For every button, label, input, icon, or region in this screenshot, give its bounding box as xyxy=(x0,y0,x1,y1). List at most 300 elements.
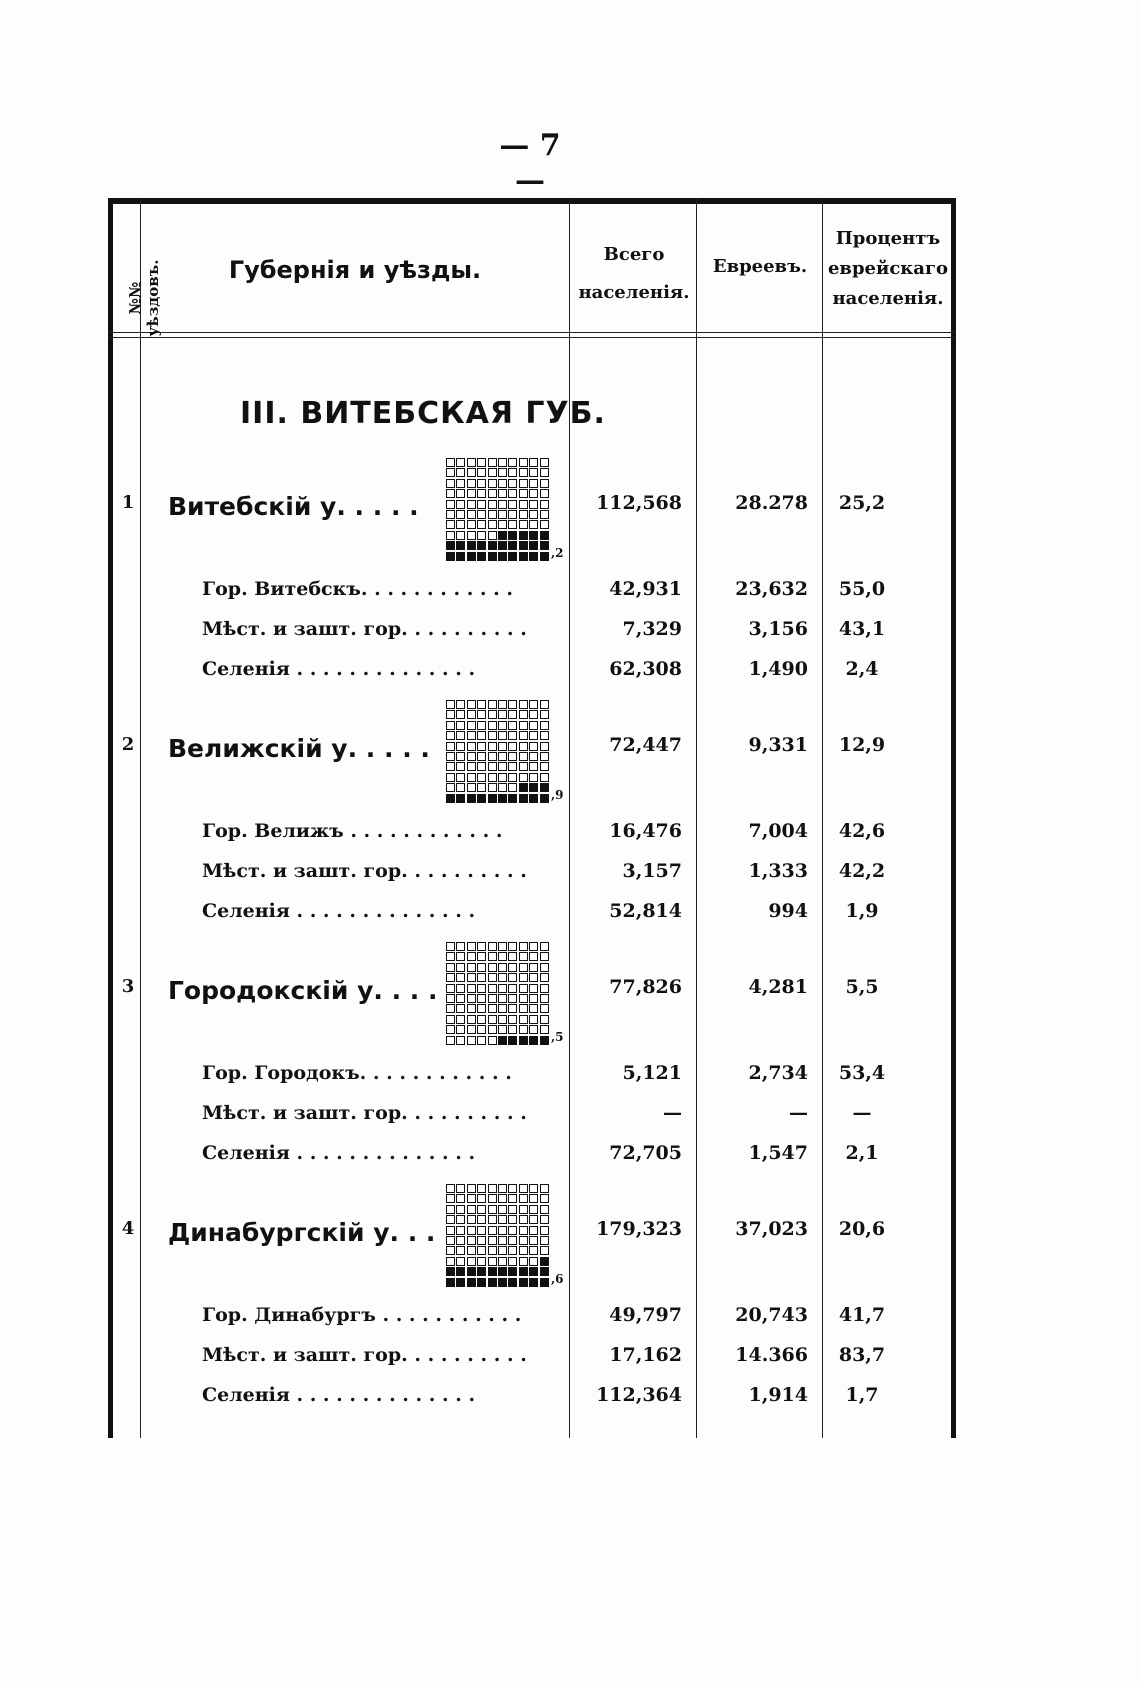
district-percent: 5,5 xyxy=(845,976,879,998)
sub-row-percent: 1,9 xyxy=(845,900,879,922)
grid-square xyxy=(498,531,507,540)
grid-square xyxy=(529,531,538,540)
grid-square xyxy=(446,710,455,719)
district-percent: 25,2 xyxy=(838,492,886,514)
grid-square xyxy=(467,500,476,509)
grid-square xyxy=(456,1184,465,1193)
grid-square xyxy=(467,994,476,1003)
percent-grid xyxy=(446,942,550,1046)
grid-square xyxy=(540,1236,549,1245)
sub-row-percent: 83,7 xyxy=(838,1344,886,1366)
grid-square xyxy=(508,1257,517,1266)
grid-square xyxy=(477,1004,486,1013)
grid-square xyxy=(488,1205,497,1214)
grid-square xyxy=(519,710,528,719)
grid-square xyxy=(519,700,528,709)
grid-square xyxy=(456,1257,465,1266)
sub-row xyxy=(0,1304,1140,1344)
grid-square xyxy=(508,1267,517,1276)
sub-row-percent: 1,7 xyxy=(845,1384,879,1406)
grid-square xyxy=(540,500,549,509)
grid-square xyxy=(529,1267,538,1276)
grid-square xyxy=(508,752,517,761)
grid-square xyxy=(456,700,465,709)
grid-square xyxy=(446,783,455,792)
district-percent: 12,9 xyxy=(838,734,886,756)
sub-row-percent: 41,7 xyxy=(838,1304,886,1326)
grid-square xyxy=(467,1215,476,1224)
grid-square xyxy=(467,1205,476,1214)
grid-square xyxy=(456,731,465,740)
grid-square xyxy=(488,1036,497,1045)
sub-row-percent: 42,6 xyxy=(838,820,886,842)
header-total-line: населенія. xyxy=(578,282,690,303)
grid-square xyxy=(508,1184,517,1193)
grid-square xyxy=(540,1004,549,1013)
grid-square xyxy=(519,479,528,488)
sub-row xyxy=(0,900,1140,940)
grid-square xyxy=(467,1226,476,1235)
sub-row-percent: — xyxy=(852,1102,872,1124)
grid-square xyxy=(456,742,465,751)
grid-square xyxy=(456,468,465,477)
grid-square xyxy=(446,479,455,488)
grid-square xyxy=(467,552,476,561)
grid-square xyxy=(446,731,455,740)
sub-row-total: 7,329 xyxy=(622,618,682,640)
percent-grid xyxy=(446,700,550,804)
sub-row-total: 49,797 xyxy=(609,1304,682,1326)
grid-square xyxy=(529,500,538,509)
grid-square xyxy=(498,721,507,730)
grid-square xyxy=(467,963,476,972)
grid-square xyxy=(540,963,549,972)
grid-square xyxy=(456,552,465,561)
sub-row-name: Гор. Городокъ. . . . . . . . . . . . xyxy=(202,1062,512,1084)
sub-row-jews: 20,743 xyxy=(735,1304,808,1326)
grid-square xyxy=(498,479,507,488)
district-percent: 20,6 xyxy=(838,1218,886,1240)
grid-square xyxy=(540,1194,549,1203)
header-jews: Евреевъ. xyxy=(712,256,808,277)
grid-square xyxy=(529,783,538,792)
grid-square xyxy=(519,963,528,972)
sub-row-jews: 994 xyxy=(768,900,808,922)
sub-row xyxy=(0,820,1140,860)
grid-square xyxy=(446,762,455,771)
grid-square xyxy=(488,458,497,467)
grid-square xyxy=(529,984,538,993)
grid-square xyxy=(540,510,549,519)
sub-row-name: Мѣст. и зашт. гор. . . . . . . . . . xyxy=(202,860,527,882)
grid-square xyxy=(456,1194,465,1203)
percent-grid-fraction: ,6 xyxy=(551,1272,564,1286)
grid-square xyxy=(498,752,507,761)
grid-square xyxy=(519,994,528,1003)
grid-square xyxy=(467,1257,476,1266)
grid-square xyxy=(456,541,465,550)
grid-square xyxy=(477,510,486,519)
grid-square xyxy=(540,531,549,540)
grid-square xyxy=(477,1215,486,1224)
grid-square xyxy=(498,1226,507,1235)
grid-square xyxy=(529,1025,538,1034)
grid-square xyxy=(529,721,538,730)
grid-square xyxy=(488,721,497,730)
grid-square xyxy=(446,1015,455,1024)
sub-row-name: Мѣст. и зашт. гор. . . . . . . . . . xyxy=(202,1102,527,1124)
grid-square xyxy=(477,1205,486,1214)
grid-square xyxy=(540,752,549,761)
grid-square xyxy=(519,468,528,477)
governorate-title: III. ВИТЕБСКАЯ ГУБ. xyxy=(240,396,606,431)
grid-square xyxy=(540,794,549,803)
sub-row xyxy=(0,1384,1140,1424)
grid-square xyxy=(477,1267,486,1276)
grid-square xyxy=(498,952,507,961)
grid-square xyxy=(508,1194,517,1203)
grid-square xyxy=(498,1246,507,1255)
grid-square xyxy=(477,794,486,803)
sub-row-name: Мѣст. и зашт. гор. . . . . . . . . . xyxy=(202,618,527,640)
grid-square xyxy=(446,973,455,982)
grid-square xyxy=(540,773,549,782)
grid-square xyxy=(446,1004,455,1013)
grid-square xyxy=(519,531,528,540)
grid-square xyxy=(467,783,476,792)
grid-square xyxy=(446,1278,455,1287)
grid-square xyxy=(519,489,528,498)
grid-square xyxy=(529,468,538,477)
grid-square xyxy=(540,1226,549,1235)
grid-square xyxy=(498,468,507,477)
grid-square xyxy=(446,1267,455,1276)
grid-square xyxy=(498,489,507,498)
grid-square xyxy=(488,510,497,519)
grid-square xyxy=(477,489,486,498)
grid-square xyxy=(488,752,497,761)
grid-square xyxy=(488,1215,497,1224)
grid-square xyxy=(498,1004,507,1013)
sub-row-total: — xyxy=(663,1102,682,1124)
grid-square xyxy=(456,1036,465,1045)
grid-square xyxy=(456,510,465,519)
grid-square xyxy=(519,773,528,782)
grid-square xyxy=(508,963,517,972)
grid-square xyxy=(540,552,549,561)
sub-row-name: Мѣст. и зашт. гор. . . . . . . . . . xyxy=(202,1344,527,1366)
grid-square xyxy=(488,1257,497,1266)
district-total: 77,826 xyxy=(609,976,682,998)
sub-row-jews: 2,734 xyxy=(748,1062,808,1084)
grid-square xyxy=(477,1246,486,1255)
percent-grid xyxy=(446,1184,550,1288)
grid-square xyxy=(467,710,476,719)
sub-row-name: Селенія . . . . . . . . . . . . . . xyxy=(202,1142,476,1164)
sub-row-total: 5,121 xyxy=(622,1062,682,1084)
grid-square xyxy=(467,479,476,488)
grid-square xyxy=(446,1236,455,1245)
grid-square xyxy=(488,963,497,972)
grid-square xyxy=(488,1184,497,1193)
grid-square xyxy=(498,1205,507,1214)
header-total-line: Всего xyxy=(603,244,665,265)
sub-row xyxy=(0,658,1140,698)
grid-square xyxy=(529,1226,538,1235)
district-index: 2 xyxy=(121,734,135,755)
sub-row-percent: 42,2 xyxy=(838,860,886,882)
grid-square xyxy=(456,1246,465,1255)
grid-square xyxy=(456,752,465,761)
grid-square xyxy=(508,541,517,550)
grid-square xyxy=(477,1194,486,1203)
grid-square xyxy=(456,1215,465,1224)
grid-square xyxy=(477,520,486,529)
grid-square xyxy=(467,1015,476,1024)
grid-square xyxy=(540,1025,549,1034)
district-row xyxy=(0,492,1140,532)
grid-square xyxy=(529,489,538,498)
sub-row-jews: 7,004 xyxy=(748,820,808,842)
grid-square xyxy=(498,963,507,972)
grid-square xyxy=(508,762,517,771)
sub-row-name: Селенія . . . . . . . . . . . . . . xyxy=(202,658,476,680)
grid-square xyxy=(540,700,549,709)
grid-square xyxy=(498,984,507,993)
grid-square xyxy=(508,552,517,561)
sub-row-jews: 1,333 xyxy=(748,860,808,882)
grid-square xyxy=(508,479,517,488)
grid-square xyxy=(519,1194,528,1203)
grid-square xyxy=(456,531,465,540)
grid-square xyxy=(508,731,517,740)
grid-square xyxy=(488,1025,497,1034)
grid-square xyxy=(477,984,486,993)
grid-square xyxy=(456,1004,465,1013)
grid-square xyxy=(456,489,465,498)
grid-square xyxy=(456,1015,465,1024)
grid-square xyxy=(508,994,517,1003)
grid-square xyxy=(498,794,507,803)
grid-square xyxy=(498,973,507,982)
sub-row xyxy=(0,1102,1140,1142)
grid-square xyxy=(467,1194,476,1203)
grid-square xyxy=(519,984,528,993)
grid-square xyxy=(519,794,528,803)
percent-grid-fraction: ,9 xyxy=(551,788,564,802)
grid-square xyxy=(446,773,455,782)
grid-square xyxy=(498,742,507,751)
sub-row xyxy=(0,1142,1140,1182)
grid-square xyxy=(519,731,528,740)
grid-square xyxy=(529,742,538,751)
grid-square xyxy=(508,1015,517,1024)
grid-square xyxy=(519,1015,528,1024)
grid-square xyxy=(446,520,455,529)
grid-square xyxy=(498,1025,507,1034)
grid-square xyxy=(446,1205,455,1214)
grid-square xyxy=(477,742,486,751)
grid-square xyxy=(456,479,465,488)
grid-square xyxy=(477,1257,486,1266)
sub-row-total: 72,705 xyxy=(609,1142,682,1164)
grid-square xyxy=(508,952,517,961)
grid-square xyxy=(540,489,549,498)
grid-square xyxy=(519,1236,528,1245)
grid-square xyxy=(488,794,497,803)
grid-square xyxy=(446,1246,455,1255)
sub-row xyxy=(0,1062,1140,1102)
grid-square xyxy=(488,700,497,709)
grid-square xyxy=(477,1025,486,1034)
grid-square xyxy=(519,721,528,730)
grid-square xyxy=(467,1278,476,1287)
grid-square xyxy=(540,1205,549,1214)
grid-square xyxy=(540,952,549,961)
grid-square xyxy=(488,731,497,740)
grid-square xyxy=(529,973,538,982)
grid-square xyxy=(508,1205,517,1214)
district-jews: 28.278 xyxy=(735,492,808,514)
grid-square xyxy=(519,942,528,951)
grid-square xyxy=(508,458,517,467)
grid-square xyxy=(529,700,538,709)
grid-square xyxy=(477,783,486,792)
grid-square xyxy=(519,500,528,509)
grid-square xyxy=(446,942,455,951)
grid-square xyxy=(519,520,528,529)
grid-square xyxy=(540,994,549,1003)
grid-square xyxy=(446,531,455,540)
district-total: 112,568 xyxy=(596,492,682,514)
grid-square xyxy=(446,752,455,761)
grid-square xyxy=(446,1184,455,1193)
grid-square xyxy=(446,1036,455,1045)
grid-square xyxy=(467,773,476,782)
grid-square xyxy=(529,773,538,782)
district-index: 1 xyxy=(121,492,135,513)
grid-square xyxy=(477,721,486,730)
grid-square xyxy=(477,1236,486,1245)
grid-square xyxy=(446,1215,455,1224)
grid-square xyxy=(467,1236,476,1245)
grid-square xyxy=(446,510,455,519)
grid-square xyxy=(508,794,517,803)
grid-square xyxy=(508,783,517,792)
grid-square xyxy=(467,752,476,761)
grid-square xyxy=(529,994,538,1003)
grid-square xyxy=(529,479,538,488)
district-name: Динабургскій у. . . xyxy=(168,1218,436,1247)
grid-square xyxy=(529,1205,538,1214)
grid-square xyxy=(498,1015,507,1024)
grid-square xyxy=(498,1278,507,1287)
grid-square xyxy=(498,552,507,561)
grid-square xyxy=(477,1226,486,1235)
grid-square xyxy=(488,952,497,961)
grid-square xyxy=(488,468,497,477)
sub-row-name: Селенія . . . . . . . . . . . . . . xyxy=(202,900,476,922)
grid-square xyxy=(477,973,486,982)
page-number: — 7— xyxy=(499,128,561,198)
grid-square xyxy=(477,479,486,488)
district-total: 72,447 xyxy=(609,734,682,756)
grid-square xyxy=(498,783,507,792)
grid-square xyxy=(488,552,497,561)
grid-square xyxy=(529,1036,538,1045)
district-name: Велижскій у. . . . . xyxy=(168,734,430,763)
percent-grid-fraction: ,5 xyxy=(551,1030,564,1044)
grid-square xyxy=(456,458,465,467)
grid-square xyxy=(456,500,465,509)
grid-square xyxy=(456,1226,465,1235)
sub-row-total: 16,476 xyxy=(609,820,682,842)
sub-row xyxy=(0,578,1140,618)
grid-square xyxy=(456,520,465,529)
grid-square xyxy=(519,1226,528,1235)
grid-square xyxy=(519,952,528,961)
grid-square xyxy=(467,942,476,951)
sub-row-total: 52,814 xyxy=(609,900,682,922)
grid-square xyxy=(456,762,465,771)
grid-square xyxy=(467,510,476,519)
grid-square xyxy=(467,984,476,993)
grid-square xyxy=(456,1278,465,1287)
grid-square xyxy=(488,973,497,982)
grid-square xyxy=(477,710,486,719)
sub-row xyxy=(0,618,1140,658)
grid-square xyxy=(477,1278,486,1287)
grid-square xyxy=(498,1236,507,1245)
district-row xyxy=(0,1218,1140,1258)
grid-square xyxy=(540,742,549,751)
grid-square xyxy=(477,1036,486,1045)
grid-square xyxy=(508,510,517,519)
grid-square xyxy=(519,762,528,771)
grid-square xyxy=(508,489,517,498)
district-index: 4 xyxy=(121,1218,135,1239)
sub-row-total: 17,162 xyxy=(609,1344,682,1366)
grid-square xyxy=(540,731,549,740)
grid-square xyxy=(508,1236,517,1245)
grid-square xyxy=(529,942,538,951)
percent-grid-fraction: ,2 xyxy=(551,546,564,560)
grid-square xyxy=(467,973,476,982)
sub-row-jews: 1,547 xyxy=(748,1142,808,1164)
sub-row-jews: 1,914 xyxy=(748,1384,808,1406)
grid-square xyxy=(477,762,486,771)
sub-row-total: 42,931 xyxy=(609,578,682,600)
grid-square xyxy=(456,1267,465,1276)
grid-square xyxy=(529,1184,538,1193)
sub-row-percent: 53,4 xyxy=(838,1062,886,1084)
grid-square xyxy=(446,794,455,803)
grid-square xyxy=(529,520,538,529)
grid-square xyxy=(498,731,507,740)
grid-square xyxy=(519,1025,528,1034)
sub-row-name: Гор. Велижъ . . . . . . . . . . . . xyxy=(202,820,503,842)
grid-square xyxy=(529,1015,538,1024)
sub-row-jews: 14.366 xyxy=(735,1344,808,1366)
grid-square xyxy=(498,994,507,1003)
grid-square xyxy=(456,794,465,803)
grid-square xyxy=(446,994,455,1003)
grid-square xyxy=(456,1025,465,1034)
grid-square xyxy=(488,762,497,771)
grid-square xyxy=(477,773,486,782)
grid-square xyxy=(508,468,517,477)
header-percent-line: Процентъ xyxy=(835,228,941,249)
